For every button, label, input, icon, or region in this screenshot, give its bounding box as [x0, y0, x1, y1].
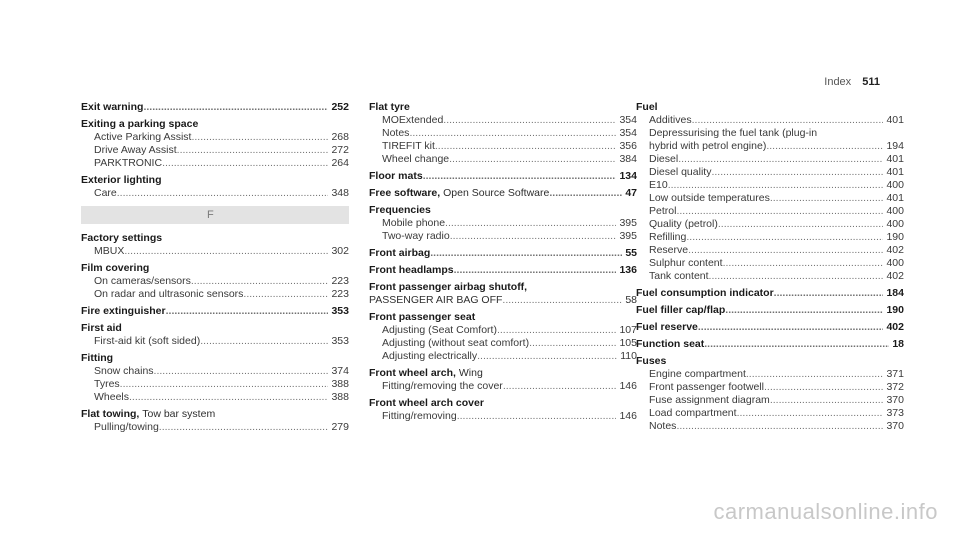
heading-text: Flat tyre	[369, 101, 410, 113]
page-ref: 402	[886, 321, 904, 333]
page-ref: 388	[331, 378, 349, 390]
subentry[interactable]	[369, 114, 637, 127]
page-ref: 400	[886, 205, 904, 217]
subentry[interactable]	[636, 381, 904, 394]
page-ref: 268	[331, 131, 349, 143]
heading-text-group	[636, 304, 725, 317]
entry-heading[interactable]	[636, 338, 904, 351]
subentry-text: Wheels	[94, 391, 130, 403]
page-ref: 402	[886, 270, 904, 282]
page-ref: 107	[619, 324, 637, 336]
heading-text-group	[81, 305, 166, 318]
dot-leader	[774, 287, 884, 300]
page-ref: 194	[886, 140, 904, 152]
entry-heading	[81, 352, 349, 365]
watermark: carmanualsonline.info	[713, 499, 938, 524]
dot-leader	[709, 270, 884, 283]
subentry-text: Additives	[649, 114, 692, 126]
subentry-text-continued: hybrid with petrol engine)	[649, 140, 767, 152]
subentry[interactable]	[636, 218, 904, 231]
index-entry	[81, 352, 349, 404]
page-ref: 373	[886, 407, 904, 419]
subentry[interactable]	[636, 114, 904, 127]
dot-leader	[177, 144, 329, 157]
dot-leader	[445, 217, 616, 230]
subentry[interactable]	[81, 391, 349, 404]
dot-leader	[200, 335, 328, 348]
subentry[interactable]	[369, 230, 637, 243]
subentry[interactable]	[81, 144, 349, 157]
heading-text-group	[369, 264, 454, 277]
entry-heading	[81, 322, 349, 335]
subentry[interactable]	[636, 140, 904, 153]
index-entry	[81, 232, 349, 258]
page-ref: 384	[619, 153, 637, 165]
subentry[interactable]	[81, 335, 349, 348]
entry-heading	[369, 397, 637, 410]
subentry-text: Active Parking Assist	[94, 131, 192, 143]
dot-leader	[409, 127, 616, 140]
entry-heading	[369, 311, 637, 324]
subentry-text: Notes	[382, 127, 410, 139]
subentry-text: TIREFIT kit	[382, 140, 435, 152]
dot-leader	[497, 324, 617, 337]
subentry[interactable]	[636, 420, 904, 433]
dot-leader	[676, 420, 883, 433]
entry-heading[interactable]	[81, 101, 349, 114]
heading-text: Floor mats	[369, 170, 423, 182]
heading-text-group	[81, 352, 113, 365]
index-entry	[369, 247, 637, 260]
dot-leader	[686, 231, 883, 244]
page-ref: 395	[619, 230, 637, 242]
heading-text: Front wheel arch,	[369, 367, 456, 379]
subentry[interactable]	[636, 270, 904, 283]
page-ref: 395	[619, 217, 637, 229]
heading-text: Fuel reserve	[636, 321, 698, 333]
index-title: Index	[824, 76, 852, 88]
dot-leader	[457, 410, 617, 423]
subentry-text: Fitting/removing	[382, 410, 457, 422]
heading-text: Exterior lighting	[81, 174, 162, 186]
page-ref: 400	[886, 257, 904, 269]
entry-heading[interactable]	[636, 287, 904, 300]
index-entry	[369, 170, 637, 183]
index-entry	[369, 187, 637, 200]
index-entry	[369, 397, 637, 423]
entry-heading	[369, 204, 637, 217]
subentry-text: Tank content	[649, 270, 709, 282]
index-entry	[81, 322, 349, 348]
page-ref: 272	[331, 144, 349, 156]
entry-heading	[369, 101, 637, 114]
subentry-text: Diesel	[649, 153, 679, 165]
subentry-text: Snow chains	[94, 365, 154, 377]
heading-text: Flat towing,	[81, 408, 140, 420]
heading-text-group	[636, 101, 658, 114]
entry-heading	[636, 101, 904, 114]
heading-text-group	[81, 118, 198, 131]
page-ref: 388	[331, 391, 349, 403]
entry-heading	[369, 281, 637, 294]
page-ref: 279	[331, 421, 349, 433]
dot-leader	[162, 157, 328, 170]
index-entry	[636, 355, 904, 433]
dot-leader	[435, 140, 617, 153]
page-ref: 401	[886, 166, 904, 178]
heading-text-group	[636, 321, 698, 334]
subentry-text: PARKTRONIC	[94, 157, 163, 169]
heading-text: Free software,	[369, 187, 441, 199]
page-ref: 370	[886, 420, 904, 432]
subentry-text: Fitting/removing the cover	[382, 380, 503, 392]
page-ref: 136	[619, 264, 637, 276]
dot-leader	[450, 230, 617, 243]
subentry[interactable]	[636, 231, 904, 244]
heading-text: Exit warning	[81, 101, 144, 113]
heading-text: First aid	[81, 322, 122, 334]
page-ref: 401	[886, 153, 904, 165]
page-ref: 370	[886, 394, 904, 406]
heading-text: Function seat	[636, 338, 705, 350]
subentry-text: Tyres	[94, 378, 120, 390]
cross-reference: Wing	[458, 367, 483, 379]
page-ref: 146	[619, 410, 637, 422]
dot-leader	[688, 244, 883, 257]
entry-heading[interactable]	[636, 321, 904, 334]
dot-leader	[737, 407, 884, 420]
dot-leader	[454, 264, 617, 277]
entry-heading[interactable]	[369, 187, 637, 200]
subentry[interactable]	[636, 205, 904, 218]
subentry-text: Care	[94, 187, 117, 199]
page-ref: 354	[619, 114, 637, 126]
heading-text: Frequencies	[369, 204, 431, 216]
subentry[interactable]	[636, 257, 904, 270]
heading-text: Fitting	[81, 352, 114, 364]
dot-leader	[692, 114, 884, 127]
subentry-text: Notes	[649, 420, 677, 432]
page-ref: 223	[331, 275, 349, 287]
subentry[interactable]	[81, 275, 349, 288]
section-letter: F	[81, 206, 349, 224]
page-ref: 400	[886, 218, 904, 230]
page-ref: 134	[619, 170, 637, 182]
index-entry	[636, 287, 904, 300]
dot-leader	[191, 131, 328, 144]
index-entry	[369, 281, 637, 307]
dot-leader	[770, 192, 884, 205]
dot-leader	[764, 381, 883, 394]
dot-leader	[449, 153, 616, 166]
dot-leader	[766, 140, 883, 153]
page-ref: 184	[886, 287, 904, 299]
page-ref: 402	[886, 244, 904, 256]
subentry[interactable]	[636, 244, 904, 257]
subentry[interactable]	[81, 365, 349, 378]
subentry-text: Low outside temperatures	[649, 192, 770, 204]
dot-leader	[704, 338, 889, 351]
page-ref: 374	[331, 365, 349, 377]
dot-leader	[770, 394, 884, 407]
subentry[interactable]	[636, 179, 904, 192]
heading-text-group	[369, 311, 475, 324]
entry-heading	[81, 118, 349, 131]
index-entry	[636, 101, 904, 283]
heading-text: Film covering	[81, 262, 150, 274]
page-ref: 47	[625, 187, 637, 199]
heading-text-group	[81, 262, 149, 275]
heading-text-group	[636, 355, 666, 368]
subentry[interactable]	[81, 157, 349, 170]
subentry-text: MOExtended	[382, 114, 444, 126]
dot-leader	[746, 368, 884, 381]
subentry-text: Engine compartment	[649, 368, 746, 380]
subentry[interactable]	[81, 187, 349, 200]
page-ref: 223	[331, 288, 349, 300]
heading-text-group	[369, 101, 410, 114]
entry-heading	[369, 367, 637, 380]
heading-text: Front passenger airbag shutoff,	[369, 281, 528, 293]
subentry[interactable]	[636, 166, 904, 179]
index-entry	[636, 321, 904, 334]
subentry[interactable]	[369, 380, 637, 393]
subentry[interactable]	[636, 368, 904, 381]
index-entry	[369, 367, 637, 393]
entry-heading	[636, 355, 904, 368]
heading-text: Front airbag	[369, 247, 431, 259]
subentry[interactable]	[369, 324, 637, 337]
index-entry	[369, 311, 637, 363]
dot-leader	[120, 378, 329, 391]
subentry-text: Fuse assignment diagram	[649, 394, 770, 406]
index-entry	[81, 118, 349, 170]
heading-text: Fuel consumption indicator	[636, 287, 774, 299]
heading-text-group	[636, 338, 704, 351]
subentry[interactable]	[81, 421, 349, 434]
entry-heading[interactable]	[369, 170, 637, 183]
dot-leader	[159, 421, 329, 434]
subentry[interactable]	[81, 288, 349, 301]
heading-text: Front passenger seat	[369, 311, 476, 323]
heading-text-group	[369, 367, 483, 380]
subentry[interactable]	[636, 407, 904, 420]
heading-text-group	[81, 322, 122, 335]
subentry-text: On radar and ultrasonic sensors	[94, 288, 244, 300]
heading-text-group	[369, 170, 423, 183]
subentry-text: PASSENGER AIR BAG OFF	[369, 294, 503, 306]
subentry-text: Petrol	[649, 205, 677, 217]
subentry[interactable]	[369, 217, 637, 230]
dot-leader	[477, 350, 617, 363]
page-ref: 354	[619, 127, 637, 139]
heading-text: Exiting a parking space	[81, 118, 199, 130]
entry-heading	[81, 262, 349, 275]
entry-heading	[81, 174, 349, 187]
dot-leader	[676, 205, 883, 218]
page-ref: 18	[892, 338, 904, 350]
heading-text-group	[369, 187, 549, 200]
subentry-text: Adjusting electrically	[382, 350, 478, 362]
page-ref: 401	[886, 192, 904, 204]
dot-leader	[154, 365, 329, 378]
heading-text: Fuel	[636, 101, 658, 113]
page-ref: 400	[886, 179, 904, 191]
page-ref: 146	[619, 380, 637, 392]
dot-leader	[166, 305, 329, 318]
entry-heading[interactable]	[636, 304, 904, 317]
subentry-text: Depressurising the fuel tank (plug-in	[649, 127, 818, 139]
heading-text: Front wheel arch cover	[369, 397, 484, 409]
page-ref: 252	[331, 101, 349, 113]
subentry-text: Adjusting (Seat Comfort)	[382, 324, 497, 336]
heading-text-group	[81, 174, 162, 187]
page-ref: 371	[886, 368, 904, 380]
subentry[interactable]	[369, 350, 637, 363]
page-ref: 190	[886, 304, 904, 316]
entry-heading	[81, 232, 349, 245]
subentry[interactable]	[81, 378, 349, 391]
subentry-text: On cameras/sensors	[94, 275, 191, 287]
dot-leader	[143, 101, 328, 114]
heading-text: Fuel filler cap/flap	[636, 304, 726, 316]
dot-leader	[718, 218, 884, 231]
heading-text-group	[81, 232, 162, 245]
heading-text-group	[369, 247, 430, 260]
subentry-text: Diesel quality	[649, 166, 712, 178]
dot-leader	[668, 179, 884, 192]
heading-text: Factory settings	[81, 232, 163, 244]
page-number: 511	[862, 76, 880, 88]
page-ref: 356	[619, 140, 637, 152]
dot-leader	[129, 391, 328, 404]
subentry-text: First-aid kit (soft sided)	[94, 335, 201, 347]
heading-text-group	[81, 408, 215, 421]
subentry[interactable]	[81, 131, 349, 144]
page-ref: 401	[886, 114, 904, 126]
dot-leader	[725, 304, 883, 317]
subentry-text: Mobile phone	[382, 217, 446, 229]
index-entry	[81, 101, 349, 114]
page-ref: 190	[886, 231, 904, 243]
subentry-text: Load compartment	[649, 407, 737, 419]
subentry-text: MBUX	[94, 245, 125, 257]
heading-text-group	[81, 101, 143, 114]
subentry[interactable]	[369, 127, 637, 140]
dot-leader	[117, 187, 329, 200]
dot-leader	[124, 245, 328, 258]
subentry-text: Pulling/towing	[94, 421, 159, 433]
subentry-text: Two-way radio	[382, 230, 450, 242]
subentry-text: Sulphur content	[649, 257, 723, 269]
index-entry	[369, 101, 637, 166]
page-ref: 372	[886, 381, 904, 393]
entry-heading[interactable]	[369, 247, 637, 260]
index-entry	[369, 264, 637, 277]
dot-leader	[502, 294, 622, 307]
heading-text: Fire extinguisher	[81, 305, 166, 317]
dot-leader	[243, 288, 328, 301]
index-entry	[81, 174, 349, 200]
page-ref: 353	[331, 305, 349, 317]
dot-leader	[678, 153, 883, 166]
entry-heading	[81, 408, 349, 421]
index-column-1	[81, 101, 349, 438]
subentry[interactable]	[369, 337, 637, 350]
index-entry	[369, 204, 637, 243]
index-column-3	[636, 101, 904, 437]
page-ref: 58	[625, 294, 637, 306]
page-ref: 110	[620, 350, 637, 362]
subentry[interactable]	[369, 294, 637, 307]
dot-leader	[443, 114, 616, 127]
dot-leader	[723, 257, 884, 270]
index-entry	[636, 338, 904, 351]
dot-leader	[430, 247, 622, 260]
index-entry	[81, 305, 349, 318]
page-header	[824, 76, 880, 88]
dot-leader	[698, 321, 884, 334]
subentry-text: Quality (petrol)	[649, 218, 718, 230]
dot-leader	[529, 337, 616, 350]
index-entry	[81, 408, 349, 434]
subentry-text: E10	[649, 179, 668, 191]
heading-text: Fuses	[636, 355, 667, 367]
index-entry	[636, 304, 904, 317]
page-ref: 353	[331, 335, 349, 347]
dot-leader	[423, 170, 617, 183]
page-ref: 105	[619, 337, 637, 349]
cross-reference: Open Source Software	[443, 187, 550, 199]
page-ref: 348	[331, 187, 349, 199]
subentry[interactable]	[81, 245, 349, 258]
dot-leader	[711, 166, 883, 179]
dot-leader	[191, 275, 329, 288]
entry-heading[interactable]	[81, 305, 349, 318]
page-ref: 302	[331, 245, 349, 257]
subentry[interactable]	[369, 140, 637, 153]
cross-reference: Tow bar system	[142, 408, 216, 420]
dot-leader	[503, 380, 617, 393]
index-entry	[81, 262, 349, 301]
entry-heading[interactable]	[369, 264, 637, 277]
subentry[interactable]	[636, 153, 904, 166]
heading-text-group	[636, 287, 774, 300]
subentry-text: Adjusting (without seat comfort)	[382, 337, 530, 349]
subentry-text: Refilling	[649, 231, 687, 243]
subentry[interactable]	[636, 192, 904, 205]
subentry-text: Front passenger footwell	[649, 381, 764, 393]
heading-text-group	[369, 397, 484, 410]
heading-text-group	[369, 281, 527, 294]
subentry-text: Wheel change	[382, 153, 450, 165]
subentry-text: Reserve	[649, 244, 689, 256]
dot-leader	[549, 187, 622, 200]
page-ref: 264	[331, 157, 349, 169]
heading-text-group	[369, 204, 431, 217]
heading-text: Front headlamps	[369, 264, 454, 276]
page-ref: 55	[625, 247, 637, 259]
subentry[interactable]	[369, 153, 637, 166]
subentry[interactable]	[636, 394, 904, 407]
subentry-text: Drive Away Assist	[94, 144, 177, 156]
index-column-2	[369, 101, 637, 427]
subentry[interactable]	[369, 410, 637, 423]
